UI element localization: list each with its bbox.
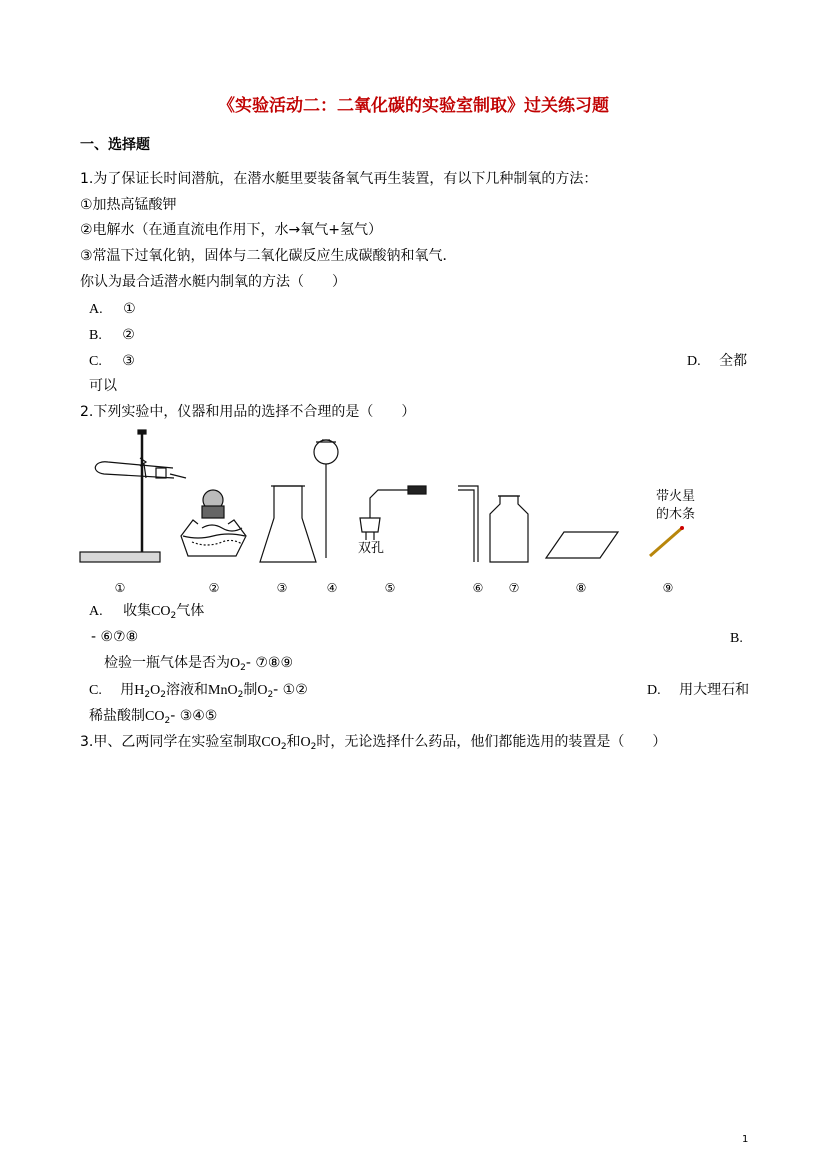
apparatus-label: ③	[276, 581, 288, 595]
page-title: 《实验活动二：二氧化碳的实验室制取》过关练习题	[218, 96, 609, 116]
q2-stem: 2.下列实验中，仪器和用品的选择不合理的是（ ）	[80, 404, 416, 420]
q1-option-d[interactable]	[687, 351, 747, 372]
option-letter: C.	[89, 354, 102, 369]
apparatus-label: ⑤	[384, 581, 396, 595]
q1-option-b[interactable]	[89, 325, 135, 346]
option-text: ③	[122, 353, 135, 369]
lab-apparatus-figure	[78, 428, 718, 600]
apparatus-label: ①	[114, 581, 126, 595]
glass-plate-icon	[546, 532, 618, 558]
page-number: 1	[742, 1134, 749, 1145]
splint-label-line-2: 的木条	[656, 507, 696, 522]
stopper-label: 双孔	[358, 541, 385, 556]
option-text: 用$H_2O_2$溶液和MnO$_2$制$O_2-$ ①②	[120, 682, 308, 700]
alcohol-lamp-icon	[181, 490, 246, 556]
option-letter: D.	[687, 354, 701, 369]
option-letter: A.	[89, 604, 103, 619]
two-hole-stopper-icon	[360, 486, 426, 540]
q2-option-d-continued: 稀盐酸制$CO_2-$ ③④⑤	[89, 708, 218, 726]
apparatus-label: ⑨	[662, 581, 674, 595]
q2-option-a-continued: - ⑥⑦⑧	[91, 629, 139, 645]
section-heading: 一、选择题	[80, 137, 150, 153]
q2-option-d[interactable]	[647, 680, 749, 701]
option-text: 用大理石和	[679, 682, 750, 698]
glowing-splint-icon	[650, 526, 684, 556]
conical-flask-icon	[260, 486, 316, 562]
option-letter: C.	[89, 683, 102, 698]
gas-collection-bottle-icon	[490, 496, 528, 562]
option-letter: D.	[647, 683, 661, 698]
option-text: 全都	[719, 353, 748, 369]
splint-label-line-1: 带火星	[656, 489, 696, 504]
q1-option-a[interactable]	[89, 299, 136, 320]
q1-stem: 1.为了保证长时间潜航，在潜水艇里要装备氧气再生装置，有以下几种制氧的方法：	[80, 171, 598, 187]
q1-method-2: ②电解水（在通直流电作用下，水→氧气+氢气）	[80, 222, 383, 238]
option-text: ①	[123, 301, 136, 317]
apparatus-label: ②	[208, 581, 220, 595]
q1-option-d-continued: 可以	[89, 378, 117, 394]
long-neck-funnel-icon	[314, 440, 338, 558]
q2-option-b-text: 检验一瓶气体是否为$O_2-$ ⑦⑧⑨	[104, 655, 294, 673]
bent-glass-tube-icon	[458, 486, 478, 562]
option-text: 收集$CO_2$气体	[123, 603, 205, 621]
q1-question: 你认为最合适潜水艇内制氧的方法（ ）	[80, 274, 346, 290]
q2-option-b-letter[interactable]: B.	[730, 631, 743, 646]
option-letter: A.	[89, 302, 103, 317]
option-text: ②	[122, 327, 135, 343]
apparatus-label: ④	[326, 581, 338, 595]
apparatus-label: ⑦	[508, 581, 520, 595]
q2-option-c[interactable]	[89, 680, 308, 701]
iron-stand-with-test-tube-icon	[80, 430, 186, 562]
apparatus-label: ⑧	[575, 581, 587, 595]
q1-method-1: ①加热高锰酸钾	[80, 197, 177, 213]
q2-option-a[interactable]	[89, 601, 204, 622]
q1-option-c[interactable]	[89, 351, 135, 372]
option-letter: B.	[89, 328, 102, 343]
apparatus-label: ⑥	[472, 581, 484, 595]
q3-stem: 3.甲、乙两同学在实验室制取$CO_2$和$O_2$时，无论选择什么药品，他们都能选用的装置是（ ）	[80, 734, 667, 752]
q1-method-3: ③常温下过氧化钠，固体与二氧化碳反应生成碳酸钠和氧气．	[80, 248, 457, 264]
